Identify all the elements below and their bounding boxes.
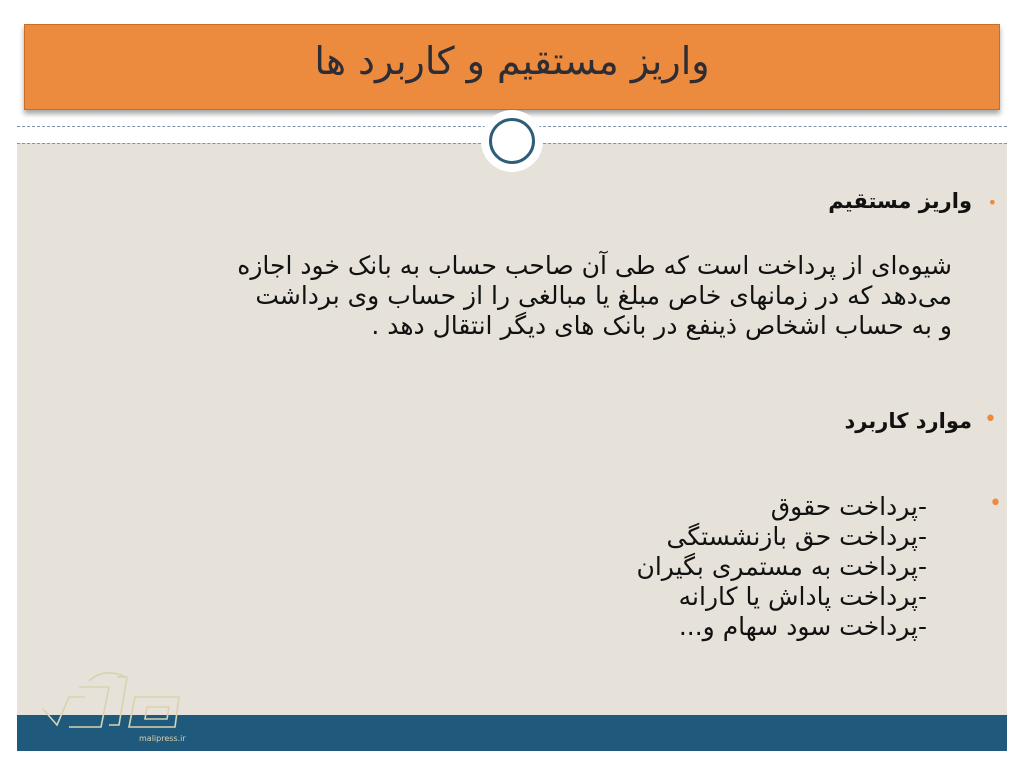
slide-content [17, 17, 1007, 751]
logo-caption: malipress.ir [139, 734, 186, 743]
mali-logo-icon [39, 667, 204, 749]
section-heading: موارد کاربرد [844, 409, 972, 433]
bullet-icon: • [989, 491, 1002, 516]
list-item: -پرداخت پاداش یا کارانه [678, 582, 927, 611]
definition-paragraph [57, 251, 952, 341]
use-cases-list [427, 492, 927, 642]
slide [17, 17, 1007, 751]
list-item: -پرداخت سود سهام و... [678, 612, 927, 641]
paragraph-line: و به حساب اشخاص ذینفع در بانک های دیگر انتقال دهد . [371, 311, 952, 340]
list-item: -پرداخت به مستمری بگیران [636, 552, 927, 581]
list-item: -پرداخت حق بازنشستگی [666, 522, 927, 551]
paragraph-line: شیوه‌ای از پرداخت است که طی آن صاحب حساب به بانک خود اجازه [237, 251, 952, 280]
paragraph-line: می‌دهد که در زمانهای خاص مبلغ یا مبالغی را از حساب وی برداشت [255, 281, 952, 310]
bullet-item-direct-deposit [828, 189, 997, 213]
slide-title: واریز مستقیم و کاربرد ها [314, 39, 710, 83]
section-heading: واریز مستقیم [828, 189, 972, 213]
bullet-item-use-cases [844, 407, 997, 433]
bullet-icon: • [987, 193, 997, 212]
list-item: -پرداخت حقوق [770, 492, 927, 521]
bullet-icon: • [984, 407, 997, 432]
